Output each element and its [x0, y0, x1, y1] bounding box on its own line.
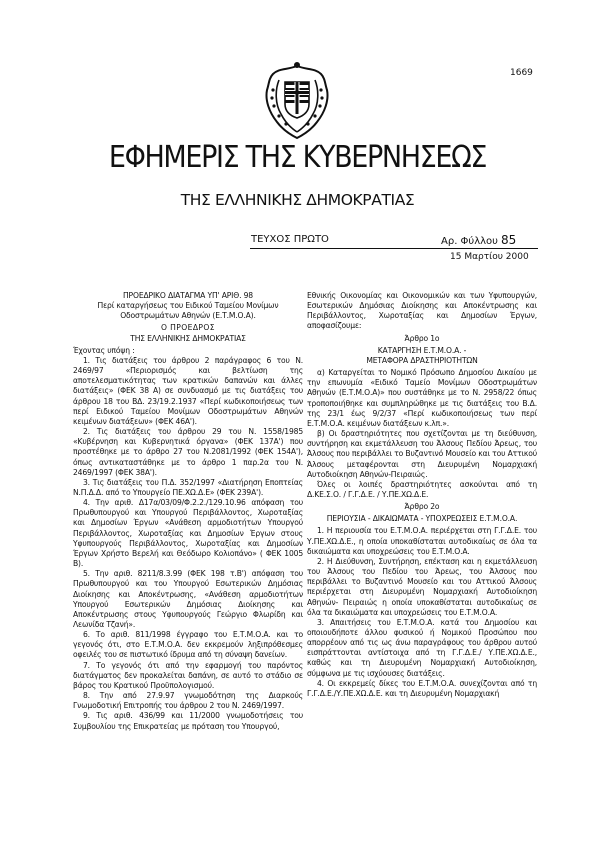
paragraph: 1. Η περιουσία του Ε.Τ.Μ.Ο.Α. περιέρχεται στη Γ.Γ.Δ.Ε. του Υ.ΠΕ.ΧΩ.Δ.Ε., η οποία υποκαθίσταται αυτοδικαίως σε όλα τα δικαιώματα και υποχρεώσεις του Ε.Τ.Μ.Ο.Α.: [307, 526, 537, 556]
paragraph: ΤΗΣ ΕΛΛΗΝΙΚΗΣ ΔΗΜΟΚΡΑΤΙΑΣ: [130, 333, 246, 343]
paragraph: 1. Τις διατάξεις του άρθρου 2 παράγραφος 6 του Ν. 2469/97 «Περιορισμός και βελτίωση της αποτελεσματικότητας των κρατικών δαπανών και άλλες διατάξεις» (ΦΕΚ 38 Α) σε συνδυασμό με τις διατάξεις του άρθρου 18 του ΒΔ. 23/19.2.1937 «Περί κωδικοποιήσεως των περί Ειδικού Ταμείου Μονίμων Οδοστρωμάτων Αθηνών κειμένων διατάξεων» (ΦΕΚ 46Α').: [73, 355, 303, 426]
sheet-label: Αρ. Φύλλου: [441, 236, 498, 247]
paragraph: 2. Η Διεύθυνση, Συντήρηση, επέκταση και η εκμετάλλευση του Άλσους του Πεδίου του Άρεως, του Άλσους που περιβάλλει το Βυζαντινό Μουσείο και του Αττικού Άλσους περιέρχεται στη Διευρυμένη Νομαρχιακή Αυτοδιοίκηση Αθηνών- Πειραιώς η οποία υποκαθίσταται αυτοδικαίως σε όλα τα δικαιώματα και υποχρεώσεις του Ε.Τ.Μ.Ο.Α.: [307, 556, 537, 617]
paragraph: 5. Την αριθ. 8211/8.3.99 (ΦΕΚ 198 τ.Β') απόφαση του Πρωθυπουργού και του Υπουργού Εσωτερικών Δημόσιας Διοίκησης και Αποκέντρωσης, «Ανάθεση αρμοδιοτήτων Υπουργού Εσωτερικών Δημόσιας Διοίκησης και Αποκέντρωσης στους Υφυπουργούς Γεώργιο Φλωρίδη και Λεωνίδα Τζανή».: [73, 569, 303, 629]
paragraph: α) Καταργείται το Νομικό Πρόσωπο Δημοσίου Δικαίου με την επωνυμία «Ειδικό Ταμείο Μονίμων Οδοστρωμάτων Αθηνών (Ε.Τ.Μ.Ο.Α)» που συστάθηκε με το Ν. 2958/22 όπως τροποποιήθηκε και συμπληρώθηκε με τις διατάξεις του Β.Δ. της 23/1 έως 9/2/37 «Περί κωδικοποιήσεως των περί Ε.Τ.Μ.Ο.Α. κειμένων διατάξεων κ.λπ.».: [307, 368, 537, 428]
paragraph: β) Οι δραστηριότητες που σχετίζονται με τη διεύθυνση, συντήρηση και εκμετάλλευση του Άλσους Πεδίου Άρεως, του Άλσους που περιβάλλει το Βυζαντινό Μουσείο και του Αττικού Άλσους μεταφέρονται στη Διευρυμένη Νομαρχιακή Αυτοδιοίκηση Αθηνών-Πειραιώς.: [307, 429, 537, 479]
paragraph: Έχοντας υπόψη :: [73, 345, 135, 355]
issue-date: 15 Μαρτίου 2000: [450, 252, 529, 262]
paragraph: 3. Τις διατάξεις του Π.Δ. 352/1997 «Διατήρηση Εποπτείας Ν.Π.Δ.Δ. από το Υπουργείο ΠΕ.ΧΩ.Δ.Ε» (ΦΕΚ 239Α').: [73, 477, 303, 497]
paragraph: 9. Τις αριθ. 436/99 και 11/2000 γνωμοδοτήσεις του Συμβουλίου της Επικρατείας με πρόταση του Υπουργού,: [73, 711, 303, 731]
gazette-subtitle: ΤΗΣ ΕΛΛΗΝΙΚΗΣ ΔΗΜΟΚΡΑΤΙΑΣ: [180, 191, 415, 209]
paragraph: 2. Τις διατάξεις του άρθρου 29 του Ν. 1558/1985 «Κυβέρνηση και Κυβερνητικά όργανα» (ΦΕΚ 137Α') που προστέθηκε με το άρθρο 27 του Ν.2081/1992 (ΦΕΚ 154Α'), όπως αντικαταστάθηκε με το άρθρο 1 παρ.2α του Ν. 2469/1997 (ΦΕΚ 38Α').: [73, 427, 303, 477]
header-divider: [250, 248, 538, 249]
paragraph: 4. Την αριθ. Δ17α/03/09/Φ.2.2./129.10.96 απόφαση του Πρωθυπουργού και Υπουργού Περιβάλλοντος, Χωροταξίας και Δημοσίων Έργων «Ανάθεση αρμοδιοτήτων Υπουργού Περιβάλλοντος, Χωροταξίας και Δημοσίων Έργων στους Υφυπουργούς Περιβάλλοντος, Χωροταξίας και Δημοσίων Έργων Χρήστο Βερελή και Θεόδωρο Κολιοπάνο» ( ΦΕΚ 1005 Β).: [73, 498, 303, 569]
page-number: 1669: [510, 68, 533, 78]
paragraph: ΠΕΡΙΟΥΣΙΑ - ΔΙΚΑΙΩΜΑΤΑ - ΥΠΟΧΡΕΩΣΕΙΣ Ε.Τ.Μ.Ο.Α.: [326, 514, 518, 524]
issue-label: ΤΕΥΧΟΣ ΠΡΩΤΟ: [251, 234, 329, 245]
paragraph: Εθνικής Οικονομίας και Οικονομικών και των Υφυπουργών, Εσωτερικών Δημόσιας Διοίκησης και Αποκέντρωσης και Περιβάλλοντος, Χωροταξίας και Δημοσίων Έργων, αποφασίζουμε:: [307, 291, 537, 331]
paragraph: ΜΕΤΑΦΟΡΑ ΔΡΑΣΤΗΡΙΟΤΗΤΩΝ: [366, 355, 478, 365]
paragraph: 7. Το γεγονός ότι από την εφαρμογή του παρόντος διατάγματος δεν προκαλείται δαπάνη, σε αυτό το στάδιο σε βάρος του Κρατικού Προϋπολογισμού.: [73, 660, 303, 690]
paragraph: 8. Την από 27.9.97 γνωμοδότηση της Διαρκούς Γνωμοδοτική Επιτροπής του άρθρου 2 του Ν. 2469/1997.: [73, 691, 303, 711]
gazette-title: ΕΦΗΜΕΡΙΣ ΤΗΣ ΚΥΒΕΡΝΗΣΕΩΣ: [108, 140, 487, 175]
paragraph: Όλες οι λοιπές δραστηριότητες ασκούνται από τη Δ.ΚΕ.Σ.Ο. / Γ.Γ.Δ.Ε. / Υ.ΠΕ.ΧΩ.Δ.Ε.: [307, 479, 537, 499]
paragraph: 6. Το αριθ. 811/1998 έγγραφο του Ε.Τ.Μ.Ο.Α. και το γεγονός ότι, στο Ε.Τ.Μ.Ο.Α. δεν εκκρεμούν ληξιπρόθεσμες οφειλές του σε πιστωτικό ίδρυμα από τη σύναψη δανείων.: [73, 630, 303, 660]
right-column: [307, 291, 537, 699]
coat-of-arms-emblem: [259, 60, 335, 142]
paragraph: 3. Απαιτήσεις του Ε.Τ.Μ.Ο.Α. κατά του Δημοσίου και οποιουδήποτε άλλου φυσικού ή Νομικού Προσώπου που απορρέουν από τις ως άνω παραγράφους του άρθρου αυτού εισπράττονται αντίστοιχα από τη Γ.Γ.Δ.Ε./ Υ.ΠΕ.ΧΩ.Δ.Ε., καθώς και τη Διευρυμένη Νομαρχιακή Αυτοδιοίκηση, σύμφωνα με τις ισχύουσες διατάξεις.: [307, 617, 537, 678]
paragraph: 4. Οι εκκρεμείς δίκες του Ε.Τ.Μ.Ο.Α. συνεχίζονται από τη Γ.Γ.Δ.Ε./Υ.ΠΕ.ΧΩ.Δ.Ε. και τη Διευρυμένη Νομαρχιακή: [307, 678, 537, 698]
paragraph: Ο ΠΡΟΕΔΡΟΣ: [160, 323, 215, 333]
paragraph: ΚΑΤΑΡΓΗΣΗ Ε.Τ.Μ.Ο.Α. -: [377, 345, 467, 355]
sheet-number-block: [441, 233, 516, 247]
sheet-number: 85: [500, 233, 517, 247]
paragraph: Περί καταργήσεως του Ειδικού Ταμείου Μονίμων Οδοστρωμάτων Αθηνών (Ε.Τ.Μ.Ο.Α).: [97, 301, 279, 321]
left-column: [73, 291, 303, 732]
paragraph: ΠΡΟΕΔΡΙΚΟ ΔΙΑΤΑΓΜΑ ΥΠ' ΑΡΙΘ. 98: [123, 291, 253, 300]
paragraph: Άρθρο 1ο: [404, 333, 440, 343]
paragraph: Άρθρο 2ο: [404, 502, 440, 512]
